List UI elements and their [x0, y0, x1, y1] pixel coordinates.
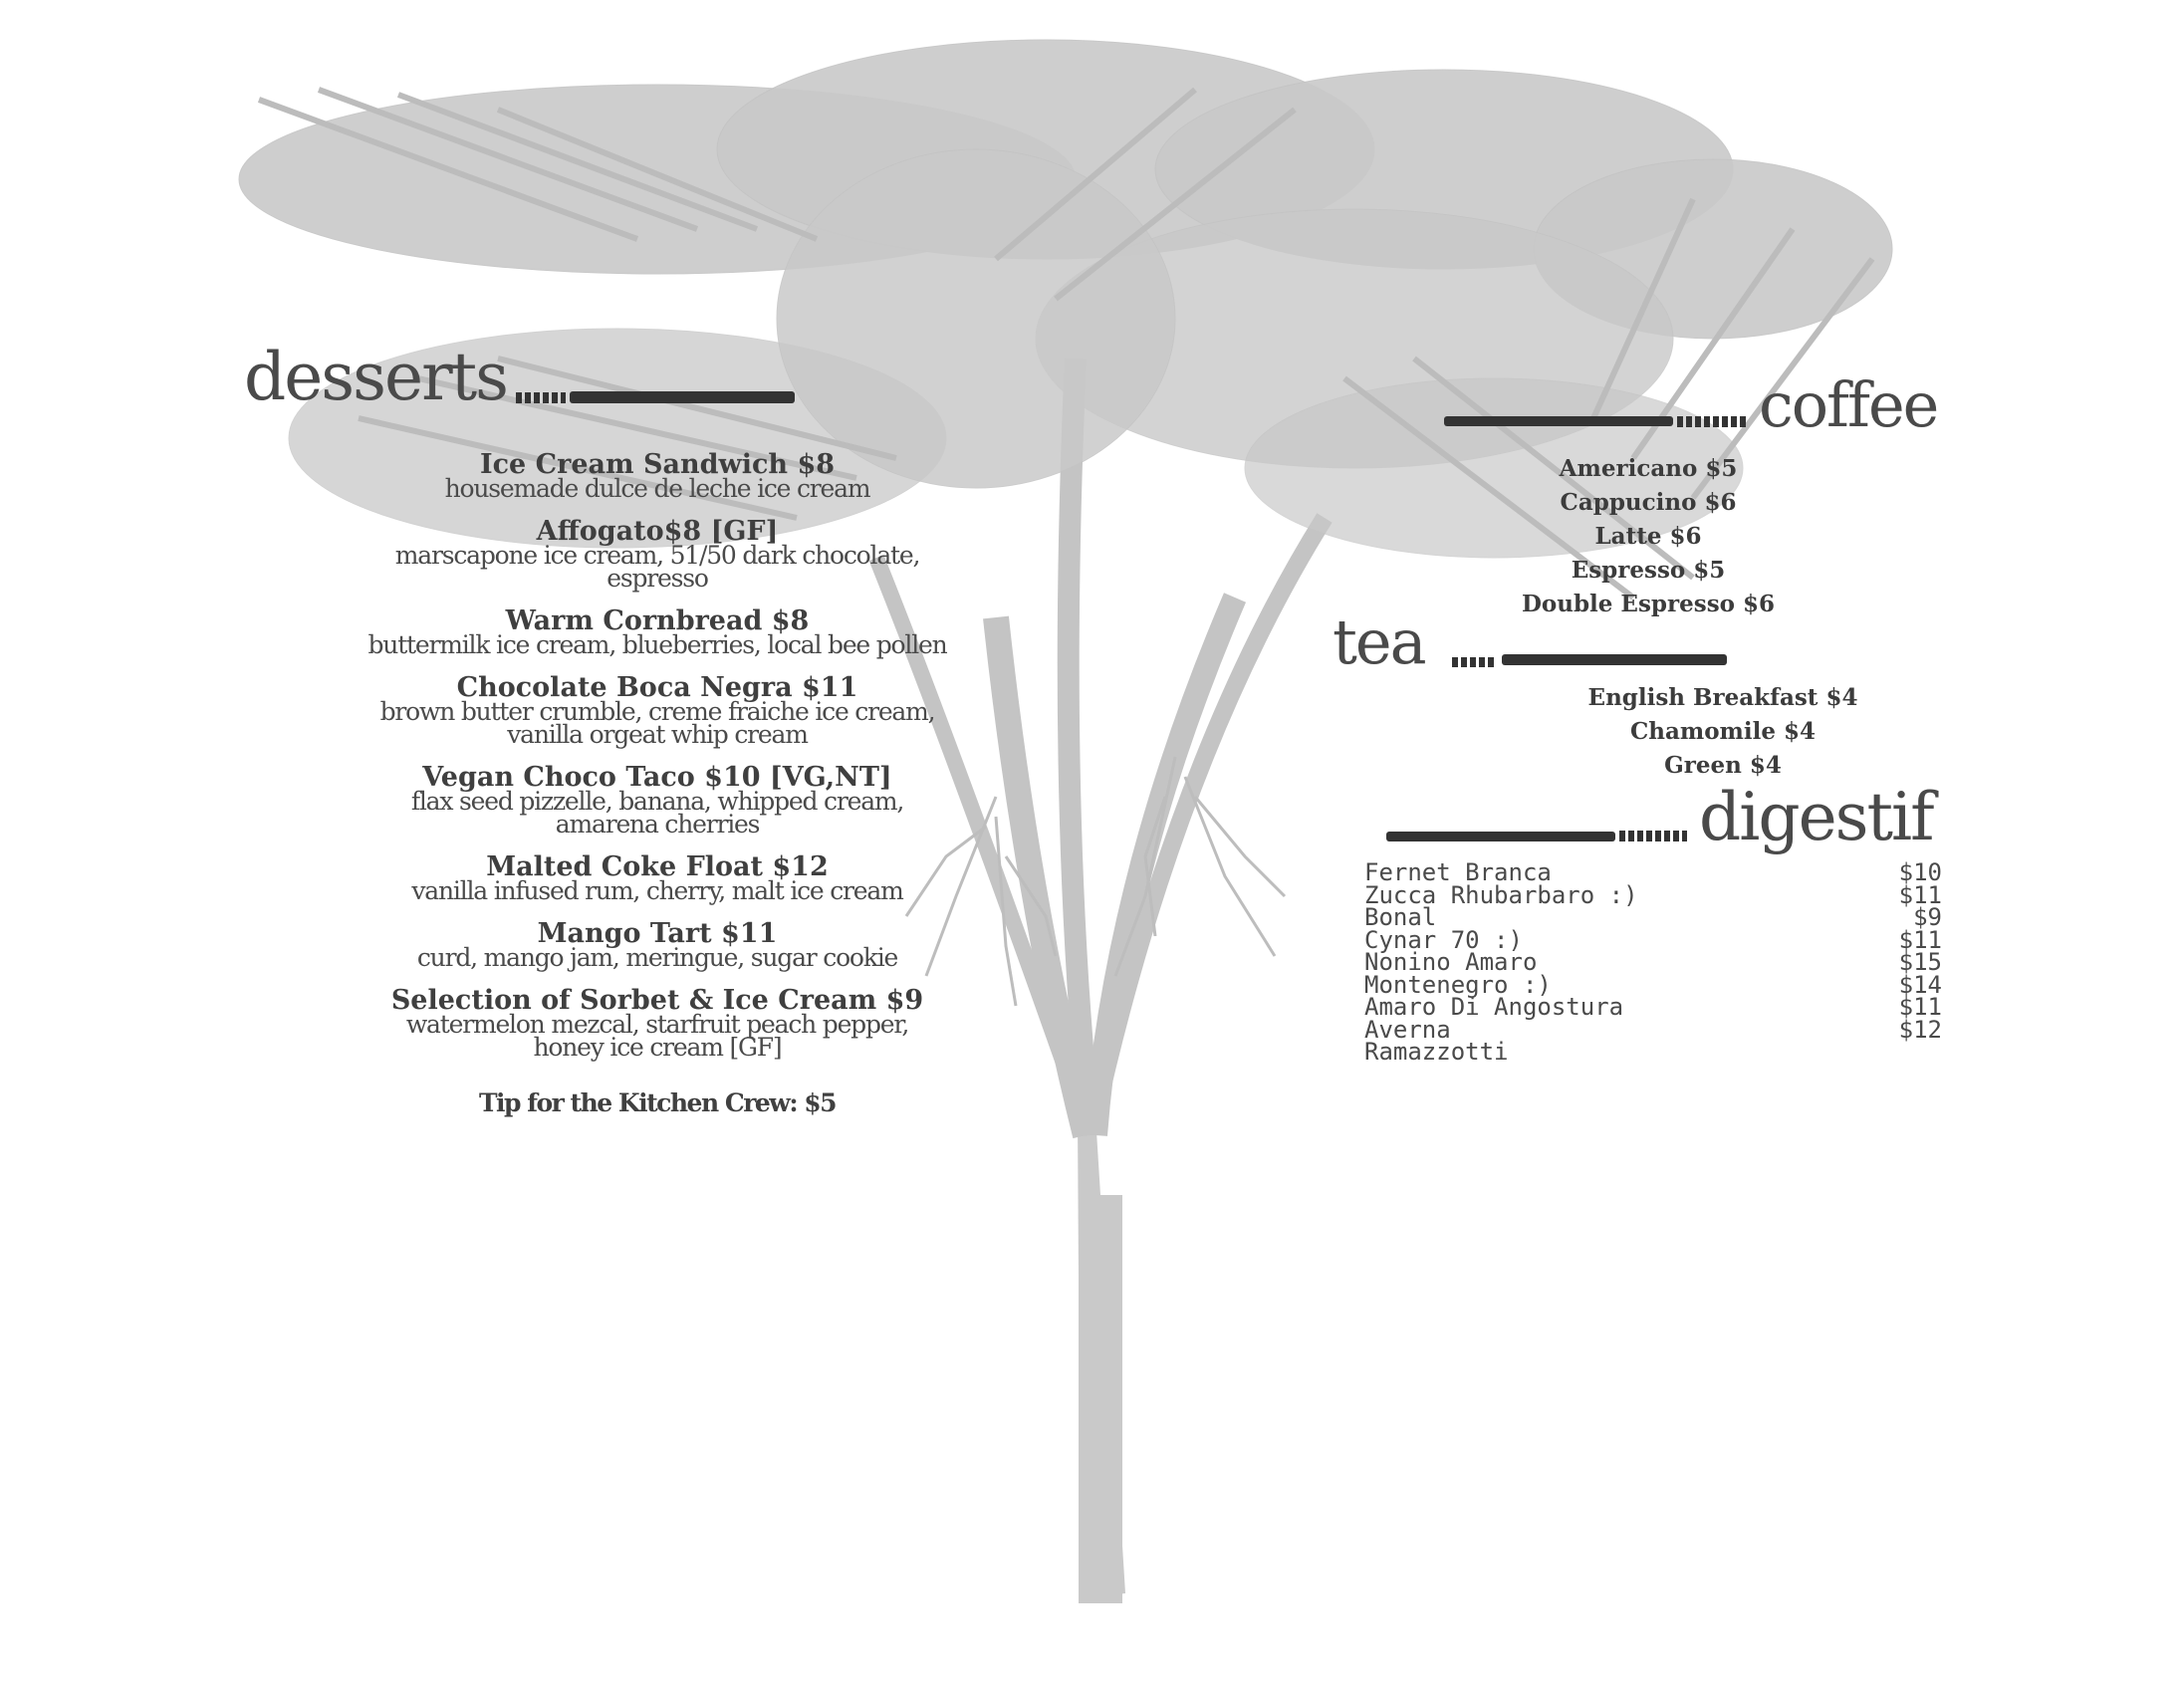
dessert-desc: espresso: [607, 564, 708, 593]
dessert-name: Malted Coke Float $12: [486, 851, 829, 882]
desserts-heading-rule: [570, 391, 795, 403]
tea-item: Green $4: [1664, 752, 1782, 779]
dessert-desc: honey ice cream [GF]: [533, 1033, 782, 1062]
dessert-item: [329, 516, 986, 593]
tea-heading-rule: [1502, 654, 1727, 665]
digestif-name: Averna: [1364, 1015, 1451, 1044]
coffee-item: Double Espresso $6: [1521, 591, 1776, 617]
dessert-desc: vanilla infused rum, cherry, malt ice cream: [411, 876, 903, 905]
digestif-name: Nonino Amaro: [1364, 948, 1538, 976]
dessert-item: [329, 985, 986, 1062]
digestif-heading-dots: [1619, 831, 1687, 841]
coffee-item: Cappucino $6: [1560, 489, 1737, 516]
digestif-heading-rule: [1386, 832, 1615, 841]
digestif-name: Cynar 70 :): [1364, 925, 1523, 954]
tea-list: [1554, 681, 1892, 783]
digestif-price: $11: [1898, 993, 1942, 1021]
coffee-heading-dots: [1677, 416, 1747, 427]
dessert-desc: marscapone ice cream, 51/50 dark chocolate,: [394, 541, 920, 570]
digestif-price: $11: [1898, 880, 1942, 909]
desserts-list: [329, 449, 986, 1117]
digestif-name: Montenegro :): [1364, 970, 1552, 999]
digestif-price: [1882, 1041, 1942, 1064]
coffee-item: Latte $6: [1594, 523, 1702, 550]
dessert-name: Vegan Choco Taco $10 [VG,NT]: [422, 762, 892, 793]
dessert-name: Mango Tart $11: [537, 918, 778, 949]
dessert-item: [329, 672, 986, 749]
digestif-row: [1364, 1038, 1942, 1066]
dessert-desc: curd, mango jam, meringue, sugar cookie: [416, 943, 898, 972]
digestif-price: $14: [1898, 970, 1942, 999]
digestif-price: $9: [1913, 903, 1942, 931]
dessert-item: [329, 605, 986, 659]
digestif-price: $15: [1898, 948, 1942, 976]
digestif-row: [1364, 993, 1942, 1021]
digestif-name: Fernet Branca: [1364, 858, 1552, 886]
dessert-name: Ice Cream Sandwich $8: [479, 449, 836, 480]
dessert-item: [329, 449, 986, 503]
coffee-item: Americano $5: [1559, 455, 1738, 482]
dessert-desc: vanilla orgeat whip cream: [507, 720, 808, 749]
dessert-name: Chocolate Boca Negra $11: [456, 672, 858, 703]
tea-heading: tea: [1333, 605, 1425, 678]
desserts-heading-dots: [516, 392, 566, 403]
coffee-list: [1464, 452, 1832, 621]
digestif-price: $10: [1898, 858, 1942, 886]
coffee-item: Espresso $5: [1571, 557, 1726, 584]
digestif-name: Bonal: [1364, 903, 1437, 931]
dessert-item: [329, 851, 986, 905]
dessert-desc: flax seed pizzelle, banana, whipped cream,: [410, 787, 904, 816]
dessert-desc: brown butter crumble, creme fraiche ice cream,: [379, 697, 935, 726]
tea-item: Chamomile $4: [1629, 718, 1817, 745]
dessert-desc: buttermilk ice cream, blueberries, local bee pollen: [367, 630, 947, 659]
digestif-price: $11: [1898, 925, 1942, 954]
dessert-name: Selection of Sorbet & Ice Cream $9: [390, 985, 924, 1016]
coffee-heading: coffee: [1759, 368, 1938, 441]
dessert-item: [329, 762, 986, 839]
tea-heading-dots: [1452, 657, 1496, 667]
coffee-heading-rule: [1444, 416, 1673, 426]
dessert-item: [329, 918, 986, 972]
digestif-heading: digestif: [1699, 779, 1933, 855]
dessert-desc: watermelon mezcal, starfruit peach pepper,: [405, 1010, 909, 1039]
dessert-name: Affogato$8 [GF]: [536, 516, 779, 547]
tea-item: English Breakfast $4: [1587, 684, 1858, 711]
desserts-heading: desserts: [244, 339, 508, 415]
kitchen-tip: Tip for the Kitchen Crew: $5: [478, 1088, 837, 1117]
dessert-desc: housemade dulce de leche ice cream: [444, 474, 870, 503]
dessert-name: Warm Cornbread $8: [505, 605, 810, 636]
digestif-name: Amaro Di Angostura: [1364, 993, 1624, 1021]
digestif-price: $12: [1898, 1015, 1942, 1044]
digestif-name: Zucca Rhubarbaro :): [1364, 880, 1638, 909]
dessert-desc: amarena cherries: [555, 810, 760, 839]
digestif-row: [1364, 880, 1942, 909]
digestif-name: Ramazzotti: [1364, 1038, 1509, 1066]
digestif-list: [1364, 858, 1942, 1066]
